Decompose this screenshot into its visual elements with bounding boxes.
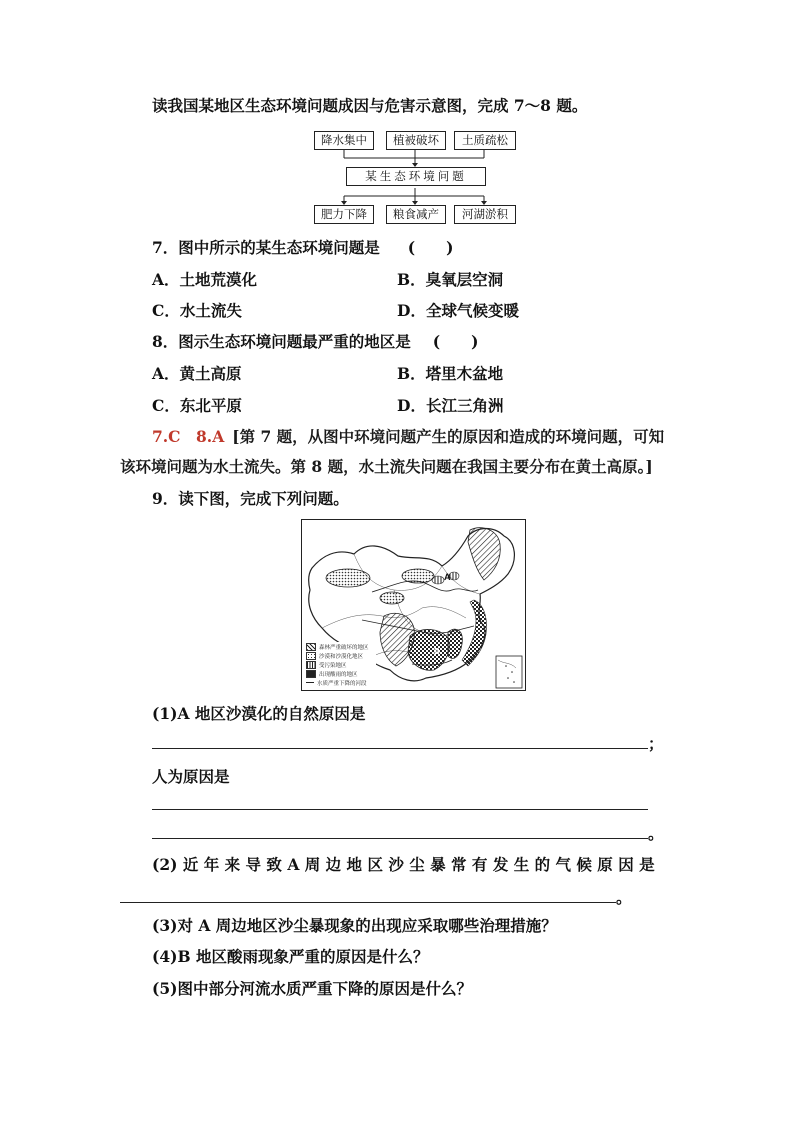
legend-checker-swatch: [306, 670, 316, 678]
q9-sub4: (4)B 地区酸雨现象严重的原因是什么？: [152, 947, 429, 966]
answer-label: 7.C 8.A: [152, 427, 225, 446]
q9-sub2-period: 。: [616, 888, 632, 907]
q9-sub1-answer-line-1[interactable]: [152, 748, 648, 749]
map-label-b: B: [434, 647, 440, 656]
q7-option-d: D．全球气候变暖: [397, 301, 519, 320]
polluted-area-1: [432, 576, 444, 584]
q8-option-b: B．塔里木盆地: [397, 364, 504, 383]
legend-hatch-swatch: [306, 643, 316, 651]
legend-label-desert: 沙漠和沙漠化地区: [319, 653, 364, 660]
legend-row-forest: [306, 642, 376, 651]
q9-sub1-human-stem: 人为原因是: [152, 767, 230, 786]
center-problem-box: 某生态环境问题: [346, 167, 486, 186]
answer-explanation-2: 该环境问题为水土流失。第 8 题，水土流失问题在我国主要分布在黄土高原。]: [120, 457, 653, 476]
q8-option-d: D．长江三角洲: [397, 396, 504, 415]
q8-option-a: A．黄土高原: [152, 364, 242, 383]
cause-box-3: 土质疏松: [454, 131, 516, 150]
q8-stem-text: 8．图示生态环境问题最严重的地区是: [152, 332, 411, 351]
q8-option-c: C．东北平原: [152, 396, 242, 415]
legend-label-polluted: 受污染地区: [319, 662, 347, 669]
cause-effect-diagram: [312, 128, 516, 226]
q9-sub2-stem: (2) 近 年 来 导 致 A 周 边 地 区 沙 尘 暴 常 有 发 生 的 气 候 原 因 是: [152, 855, 655, 874]
china-map-figure: [301, 519, 526, 691]
legend-vlines-swatch: [306, 661, 316, 669]
q9-sub1-answer-line-2[interactable]: [152, 809, 648, 810]
effect-box-3: 河湖淤积: [454, 205, 516, 224]
q9-sub1-semicolon: ；: [648, 734, 664, 753]
q7-stem: [152, 238, 453, 258]
legend-river-swatch: [306, 682, 314, 683]
desert-area-1: [326, 569, 370, 587]
legend-label-forest: 森林严重破坏的地区: [319, 644, 369, 651]
q7-option-a: A．土地荒漠化: [152, 270, 258, 289]
cause-box-2: 植被破坏: [386, 131, 446, 150]
map-label-a: A: [444, 572, 451, 582]
q7-stem-text: 7．图中所示的某生态环境问题是: [152, 238, 380, 257]
legend-row-desert: [306, 651, 376, 660]
answer-line-1: [152, 427, 664, 447]
legend-row-acid: [306, 669, 376, 678]
q9-sub1-stem: (1)A 地区沙漠化的自然原因是: [152, 704, 366, 723]
q9-sub5: (5)图中部分河流水质严重下降的原因是什么？: [152, 979, 472, 998]
q9-stem: 9．读下图，完成下列问题。: [152, 489, 349, 508]
q9-sub3: (3)对 A 周边地区沙尘暴现象的出现应采取哪些治理措施？: [152, 916, 557, 935]
intro-text: 读我国某地区生态环境问题成因与危害示意图，完成 7～8 题。: [152, 96, 588, 115]
legend-row-polluted: [306, 660, 376, 669]
q8-paren: ( ): [432, 332, 479, 351]
effect-box-2: 粮食减产: [386, 205, 446, 224]
effect-box-1: 肥力下降: [314, 205, 374, 224]
q7-option-c: C．水土流失: [152, 301, 242, 320]
q9-sub2-answer-line[interactable]: [120, 902, 616, 903]
q9-sub1-answer-line-3[interactable]: [152, 838, 648, 839]
polluted-area-2: [449, 572, 459, 580]
cause-box-1: 降水集中: [314, 131, 374, 150]
legend-label-river: 水质严重下降的河段: [317, 680, 367, 687]
q9-sub1-period: 。: [648, 824, 664, 843]
map-legend: [306, 642, 376, 687]
answer-explanation-1: [第 7 题，从图中环境问题产生的原因和造成的环境问题，可知: [232, 427, 665, 446]
legend-row-river: [306, 678, 376, 687]
q7-option-b: B．臭氧层空洞: [397, 270, 504, 289]
desert-area-3: [380, 592, 404, 604]
q8-stem: [152, 332, 478, 352]
legend-label-acid: 出现酸雨的地区: [319, 671, 358, 678]
legend-dots-swatch: [306, 652, 316, 660]
q7-paren: ( ): [407, 238, 454, 257]
